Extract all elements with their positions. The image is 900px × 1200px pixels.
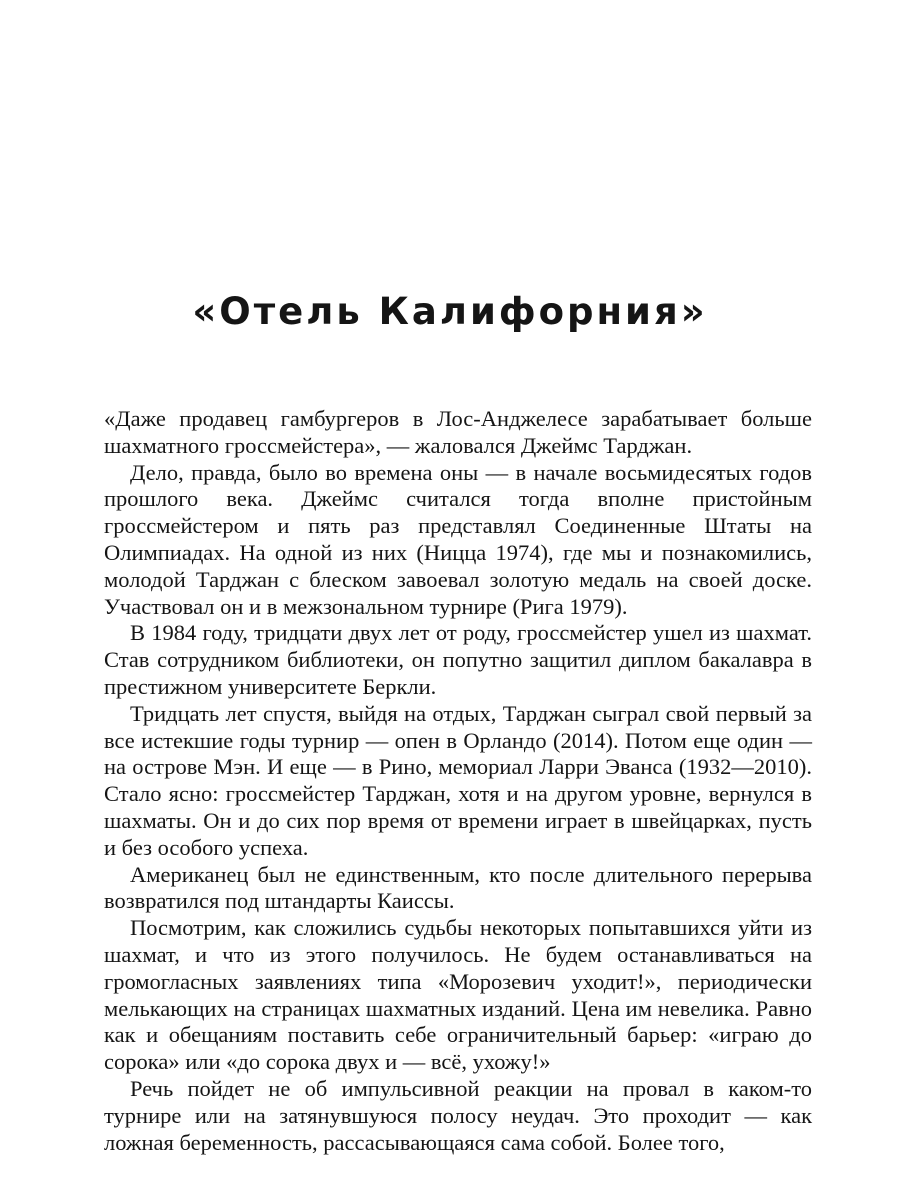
paragraph: Американец был не единственным, кто после длительного перерыва возвратился под штандарты Каиссы. [104, 861, 812, 914]
body-text [104, 406, 812, 1156]
chapter-title: «Отель Калифорния» [192, 290, 708, 333]
paragraph: Тридцать лет спустя, выйдя на отдых, Тарджан сыграл свой первый за все истекшие годы турнир — опен в Орландо (2014). Потом еще один — на острове Мэн. И еще — в Рино, мемориал Ларри Эванса (1932—2010). Стало ясно: гроссмейстер Тарджан, хотя и на другом уровне, вернулся в шахматы. Он и до сих пор время от времени играет в швейцарках, пусть и без особого успеха. [104, 700, 812, 860]
paragraph: Дело, правда, было во времена оны — в начале восьмидесятых годов прошлого века. Джеймс считался тогда вполне пристойным гроссмейстером и пять раз представлял Соединенные Штаты на Олимпиадах. На одной из них (Ницца 1974), где мы и познакомились, молодой Тарджан с блеском завоевал золотую медаль на своей доске. Участвовал он и в межзональном турнире (Рига 1979). [104, 459, 812, 619]
paragraph: Посмотрим, как сложились судьбы некоторых попытавшихся уйти из шахмат, и что из этого получилось. Не будем останавливаться на громогласных заявлениях типа «Морозевич уходит!», периодически мелькающих на страницах шахматных изданий. Цена им невелика. Равно как и обещаниям поставить себе ограничительный барьер: «играю до сорока» или «до сорока двух и — всё, ухожу!» [104, 915, 812, 1075]
paragraph: В 1984 году, тридцати двух лет от роду, гроссмейстер ушел из шахмат. Став сотрудником библиотеки, он попутно защитил диплом бакалавра в престижном университете Беркли. [104, 620, 812, 699]
paragraph: «Даже продавец гамбургеров в Лос-Анджелесе зарабатывает больше шахматного гроссмейстера», — жаловался Джеймс Тарджан. [104, 406, 812, 458]
paragraph: Речь пойдет не об импульсивной реакции на провал в каком-то турнире или на затянувшуюся полосу неудач. Это проходит — как ложная беременность, рассасывающаяся сама собой. Более того, [104, 1075, 812, 1155]
